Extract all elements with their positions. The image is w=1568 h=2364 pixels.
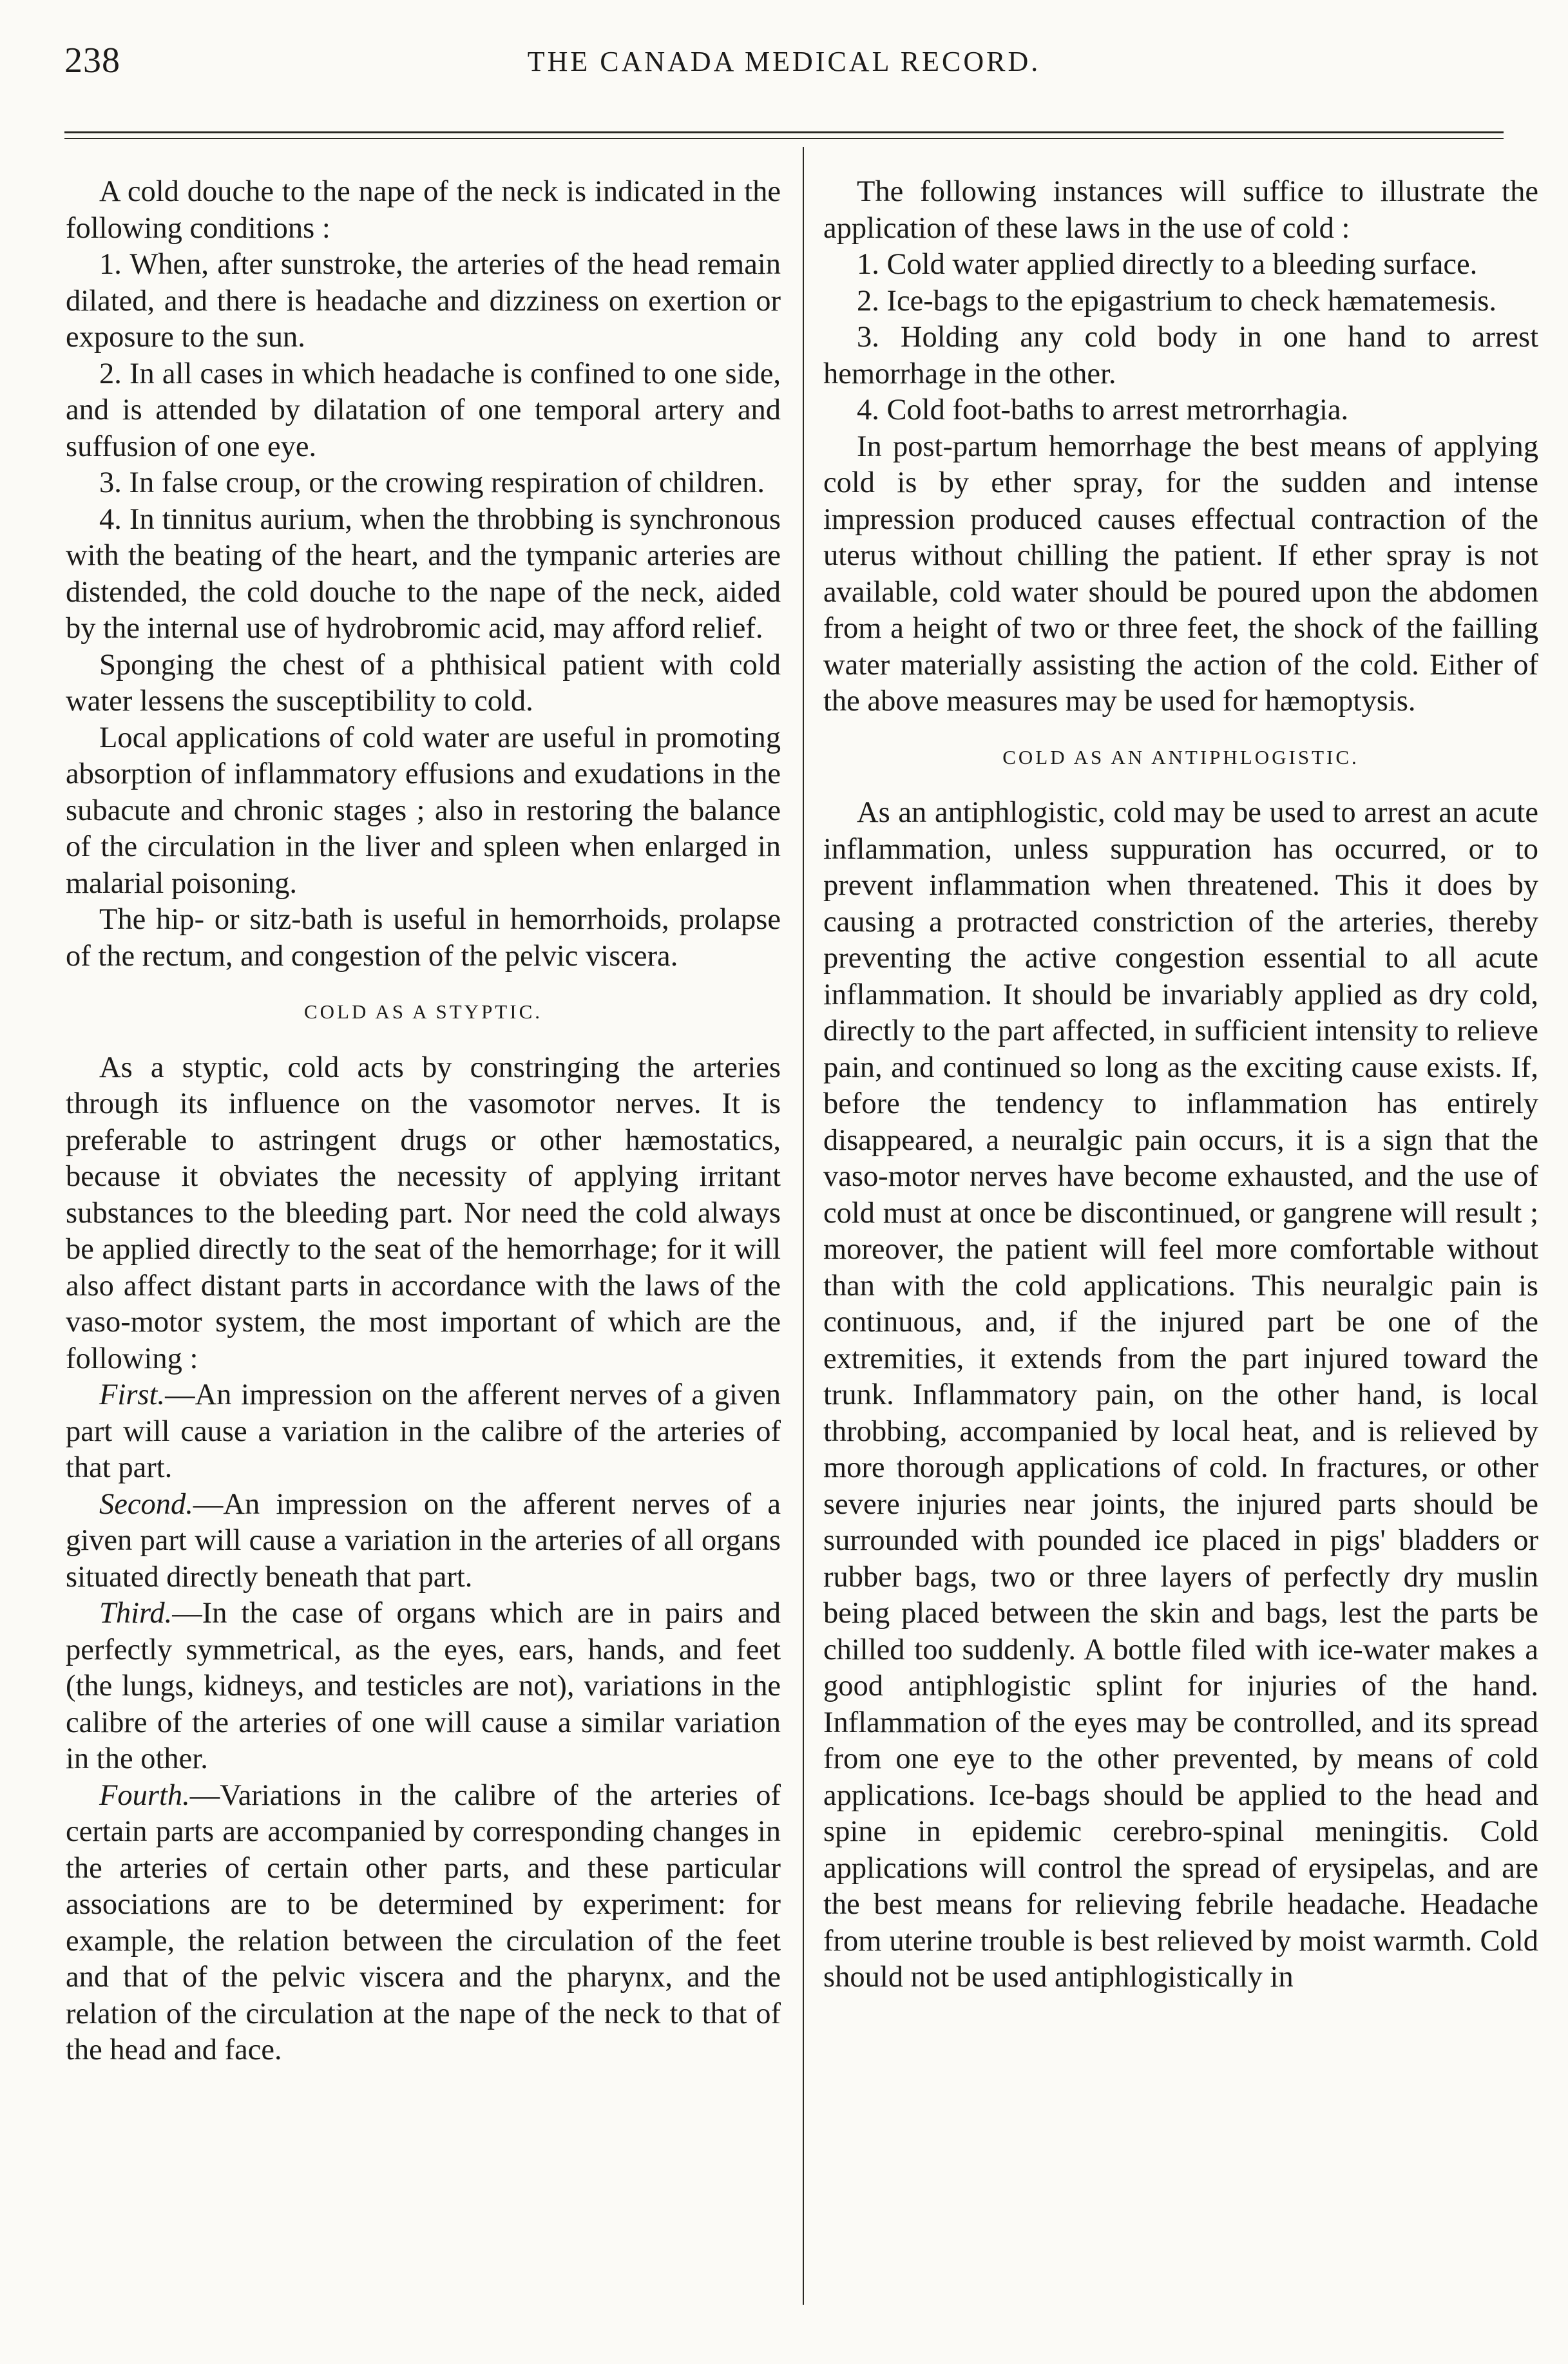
law-text: —An impression on the afferent nerves of a given part will cause a variation in the arteries of all organs situated directly beneath that part. bbox=[66, 1487, 781, 1594]
paragraph: 4. In tinnitus aurium, when the throbbing is synchronous with the beating of the heart, and the tympanic arteries are distended, the cold douche to the nape of the neck, aided by the internal use of hydrobromic acid, may afford relief. bbox=[66, 502, 781, 645]
paragraph: 3. In false croup, or the crowing respiration of children. bbox=[99, 466, 765, 499]
paragraph: The following instances will suffice to illustrate the application of these laws in the use of cold : bbox=[823, 175, 1538, 245]
paragraph: 1. When, after sunstroke, the arteries of the head remain dilated, and there is headache and dizziness on exertion or exposure to the sun. bbox=[66, 248, 781, 354]
paragraph: Sponging the chest of a phthisical patient with cold water lessens the susceptibility to cold. bbox=[66, 648, 781, 718]
paragraph: In post-partum hemorrhage the best means of applying cold is by ether spray, for the sudden and intense impression produced causes effectual contraction of the uterus without chilling the patient. If ether spray is not available, cold water should be poured upon the abdomen from a height of two or three feet, the shock of the failling water materially assisting the action of the cold. Either of the above measures may be used for hæmoptysis. bbox=[823, 430, 1538, 718]
law-paragraph bbox=[66, 1778, 781, 2069]
law-paragraph bbox=[66, 1377, 781, 1487]
law-label: First. bbox=[99, 1378, 166, 1411]
paragraph: The hip- or sitz-bath is useful in hemorrhoids, prolapse of the rectum, and congestion of the pelvic viscera. bbox=[66, 903, 781, 973]
header-rule-top bbox=[64, 131, 1504, 133]
section-heading: COLD AS A STYPTIC. bbox=[303, 1000, 542, 1023]
law-text: —In the case of organs which are in pairs and perfectly symmetrical, as the eyes, ears, hands, and feet (the lungs, kidneys, and testicles are not), variations in the calibre of the arteries of one will cause a similar variation in the other. bbox=[66, 1597, 781, 1775]
paragraph: 2. Ice-bags to the epigastrium to check hæmatemesis. bbox=[857, 284, 1497, 318]
paragraph: As a styptic, cold acts by constringing the arteries through its influence on the vasomotor nerves. It is preferable to astringent drugs or other hæmostatics, because it obviates the necessity of applying irritant substances to the bleeding part. Nor need the cold always be applied directly to the seat of the hemorrhage; for it will also affect distant parts in accordance with the laws of the vaso-motor system, the most important of which are the following : bbox=[66, 1051, 781, 1375]
page-number: 238 bbox=[64, 41, 120, 81]
law-paragraph bbox=[66, 1487, 781, 1596]
header-rule-bottom bbox=[64, 138, 1504, 139]
left-column bbox=[66, 174, 781, 2069]
law-text: —Variations in the calibre of the arteries of certain parts are accompanied by corresponding changes in the arteries of certain other parts, and these particular associations are to be determined by experiment: for example, the relation between the circulation of the feet and that of the pelvic viscera and the pharynx, and the relation of the circulation at the nape of the neck to that of the head and face. bbox=[66, 1778, 781, 2066]
paragraph: Local applications of cold water are useful in promoting absorption of inflammatory effusions and exudations in the subacute and chronic stages ; also in restoring the balance of the circulation in the liver and spleen when enlarged in malarial poisoning. bbox=[66, 721, 781, 900]
right-column bbox=[823, 174, 1538, 1996]
paragraph: 3. Holding any cold body in one hand to arrest hemorrhage in the other. bbox=[823, 321, 1538, 390]
paragraph: 4. Cold foot-baths to arrest metrorrhagia. bbox=[857, 394, 1349, 426]
section-heading: COLD AS AN ANTIPHLOGISTIC. bbox=[1002, 745, 1359, 768]
law-text: —An impression on the afferent nerves of a given part will cause a variation in the calibre of the arteries of that part. bbox=[66, 1378, 781, 1484]
paragraph: 2. In all cases in which headache is confined to one side, and is attended by dilatation of one temporal artery and suffusion of one eye. bbox=[66, 357, 781, 463]
law-paragraph bbox=[66, 1596, 781, 1778]
paragraph: A cold douche to the nape of the neck is indicated in the following conditions : bbox=[66, 175, 781, 245]
law-label: Third. bbox=[99, 1597, 173, 1630]
running-head: THE CANADA MEDICAL RECORD. bbox=[527, 46, 1041, 77]
column-divider bbox=[803, 147, 804, 2305]
law-label: Second. bbox=[99, 1487, 193, 1521]
law-label: Fourth. bbox=[99, 1778, 190, 1812]
paragraph: 1. Cold water applied directly to a bleeding surface. bbox=[857, 248, 1478, 281]
paragraph: As an antiphlogistic, cold may be used to arrest an acute inflammation, unless suppuration has occurred, or to prevent inflammation when threatened. This it does by causing a protracted constriction of the arteries, thereby preventing the active congestion essential to all acute inflammation. It should be invariably applied as dry cold, directly to the part affected, in sufficient intensity to relieve pain, and continued so long as the exciting cause exists. If, before the tendency to inflammation has entirely disappeared, a neuralgic pain occurs, it is a sign that the vaso-motor nerves have become exhausted, and the use of cold must at once be discontinued, or gangrene will result ; moreover, the patient will feel more comfortable without than with the cold applications. This neuralgic pain is continuous, and, if the injured part be one of the extremities, it extends from the part injured toward the trunk. Inflammatory pain, on the other hand, is local throbbing, accompanied by local heat, and is relieved by more thorough applications of cold. In fractures, or other severe injuries near joints, the injured parts should be surrounded with pounded ice placed in pigs' bladders or rubber bags, two or three layers of perfectly dry muslin being placed between the skin and bags, lest the parts be chilled too suddenly. A bottle filed with ice-water makes a good antiphlogistic splint for injuries of the hand. Inflammation of the eyes may be controlled, and its spread from one eye to the other prevented, by means of cold applications. Ice-bags should be applied to the head and spine in epidemic cerebro-spinal meningitis. Cold applications will control the spread of erysipelas, and are the best means for relieving febrile headache. Headache from uterine trouble is best relieved by moist warmth. Cold should not be used antiphlogistically in bbox=[823, 796, 1538, 1994]
